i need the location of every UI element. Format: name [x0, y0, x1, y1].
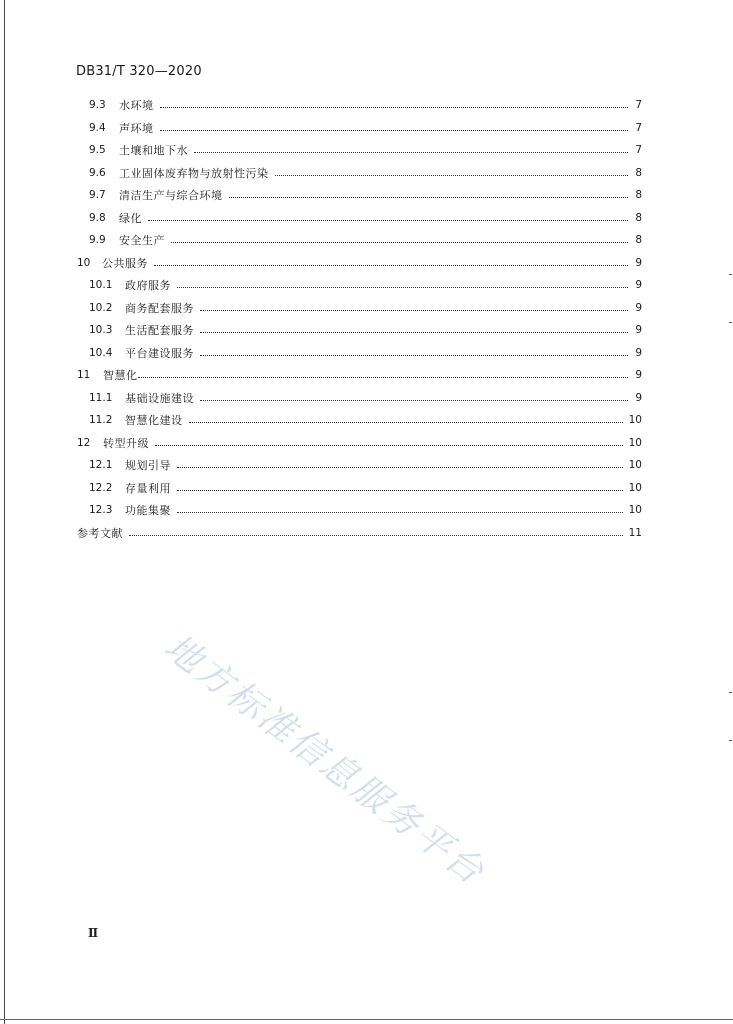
toc-dot-leader — [177, 286, 628, 288]
toc-entry-title: 商务配套服务 — [125, 302, 194, 315]
toc-entry[interactable] — [89, 389, 642, 407]
toc-entry[interactable] — [77, 254, 642, 272]
toc-entry-number: 9.3 — [89, 99, 106, 111]
toc-entry-title: 政府服务 — [125, 279, 171, 292]
toc-entry-title: 土壤和地下水 — [119, 144, 188, 157]
toc-entry-page: 8 — [635, 234, 642, 246]
toc-entry[interactable] — [89, 119, 642, 137]
toc-entry-page: 11 — [628, 527, 642, 539]
toc-dot-leader — [177, 466, 623, 468]
toc-entry-number: 9.6 — [89, 167, 106, 179]
toc-entry-title: 水环境 — [119, 99, 154, 112]
toc-dot-leader — [154, 264, 628, 266]
toc-dot-leader — [177, 489, 623, 491]
toc-entry-number: 12.1 — [89, 459, 113, 471]
toc-entry-number: 11.1 — [89, 392, 113, 404]
toc-entry[interactable] — [89, 344, 642, 362]
toc-entry-title: 规划引导 — [125, 459, 171, 472]
toc-entry[interactable] — [89, 164, 642, 182]
toc-entry-page: 7 — [635, 144, 642, 156]
toc-entry-number: 10.3 — [89, 324, 113, 336]
toc-entry-title: 声环境 — [119, 122, 154, 135]
toc-entry-title: 存量利用 — [125, 482, 171, 495]
edge-scan-mark — [729, 740, 732, 741]
toc-entry-page: 9 — [635, 369, 642, 381]
toc-entry-title: 安全生产 — [119, 234, 165, 247]
toc-entry-page: 8 — [635, 167, 642, 179]
toc-dot-leader — [200, 331, 628, 333]
toc-entry[interactable] — [89, 321, 642, 339]
toc-entry-page: 7 — [635, 99, 642, 111]
toc-entry[interactable] — [89, 141, 642, 159]
toc-entry[interactable] — [89, 501, 642, 519]
toc-entry-page: 9 — [635, 347, 642, 359]
toc-entry[interactable] — [77, 524, 642, 542]
watermark-text: 地方标准信息服务平台 — [156, 626, 493, 894]
toc-dot-leader — [200, 399, 628, 401]
toc-entry-page: 10 — [628, 437, 642, 449]
toc-dot-leader — [138, 376, 629, 378]
toc-entry[interactable] — [89, 276, 642, 294]
toc-entry-page: 10 — [628, 504, 642, 516]
edge-scan-mark — [729, 322, 732, 323]
toc-entry-page: 9 — [635, 279, 642, 291]
toc-dot-leader — [194, 151, 628, 153]
toc-entry[interactable] — [89, 479, 642, 497]
toc-entry-number: 10 — [77, 257, 91, 269]
toc-entry-page: 9 — [635, 392, 642, 404]
toc-entry-title: 智慧化建设 — [125, 414, 183, 427]
toc-entry-title: 平台建设服务 — [125, 347, 194, 360]
toc-dot-leader — [160, 106, 629, 108]
toc-entry-title: 智慧化 — [103, 369, 138, 382]
toc-entry-page: 10 — [628, 482, 642, 494]
toc-dot-leader — [200, 309, 628, 311]
toc-entry-page: 9 — [635, 302, 642, 314]
toc-entry-number: 10.4 — [89, 347, 113, 359]
toc-entry-page: 9 — [635, 257, 642, 269]
toc-entry-page: 10 — [628, 414, 642, 426]
toc-entry-title: 生活配套服务 — [125, 324, 194, 337]
toc-entry-title: 参考文献 — [77, 527, 123, 540]
toc-entry-page: 10 — [628, 459, 642, 471]
toc-entry-number: 9.5 — [89, 144, 106, 156]
toc-entry[interactable] — [77, 366, 642, 384]
toc-entry-number: 12.3 — [89, 504, 113, 516]
toc-entry-number: 12.2 — [89, 482, 113, 494]
page-number: Ⅱ — [88, 926, 99, 940]
toc-dot-leader — [129, 534, 623, 536]
toc-entry-number: 9.4 — [89, 122, 106, 134]
toc-entry-number: 10.1 — [89, 279, 113, 291]
toc-dot-leader — [200, 354, 628, 356]
toc-dot-leader — [189, 421, 623, 423]
toc-entry-title: 工业固体废弃物与放射性污染 — [119, 167, 269, 180]
toc-entry[interactable] — [89, 186, 642, 204]
toc-entry-page: 8 — [635, 212, 642, 224]
standard-code-header: DB31/T 320—2020 — [76, 64, 202, 79]
toc-entry[interactable] — [89, 299, 642, 317]
toc-entry-number: 9.9 — [89, 234, 106, 246]
edge-scan-mark — [729, 274, 732, 275]
toc-entry-number: 11.2 — [89, 414, 113, 426]
toc-dot-leader — [275, 174, 629, 176]
toc-entry-number: 12 — [77, 437, 91, 449]
toc-entry-title: 转型升级 — [103, 437, 149, 450]
toc-dot-leader — [148, 219, 628, 221]
toc-dot-leader — [171, 241, 628, 243]
toc-entry-number: 10.2 — [89, 302, 113, 314]
toc-entry-title: 功能集聚 — [125, 504, 171, 517]
toc-dot-leader — [160, 129, 629, 131]
toc-entry-title: 清洁生产与综合环境 — [119, 189, 223, 202]
page-bottom-edge — [0, 1019, 733, 1020]
toc-entry-page: 7 — [635, 122, 642, 134]
toc-entry-title: 公共服务 — [102, 257, 148, 270]
toc-entry-page: 8 — [635, 189, 642, 201]
edge-scan-mark — [729, 692, 732, 693]
toc-entry-title: 绿化 — [119, 212, 142, 225]
toc-entry[interactable] — [77, 434, 642, 452]
toc-entry-number: 9.8 — [89, 212, 106, 224]
toc-entry-title: 基础设施建设 — [125, 392, 194, 405]
toc-dot-leader — [155, 444, 623, 446]
toc-entry[interactable] — [89, 209, 642, 227]
toc-entry-number: 9.7 — [89, 189, 106, 201]
toc-entry-number: 11 — [77, 369, 91, 381]
toc-entry[interactable] — [89, 456, 642, 474]
toc-entry[interactable] — [89, 96, 642, 114]
toc-dot-leader — [229, 196, 629, 198]
toc-entry-page: 9 — [635, 324, 642, 336]
page-left-edge — [4, 0, 5, 1024]
toc-entry[interactable] — [89, 231, 642, 249]
toc-dot-leader — [177, 511, 623, 513]
toc-entry[interactable] — [89, 411, 642, 429]
